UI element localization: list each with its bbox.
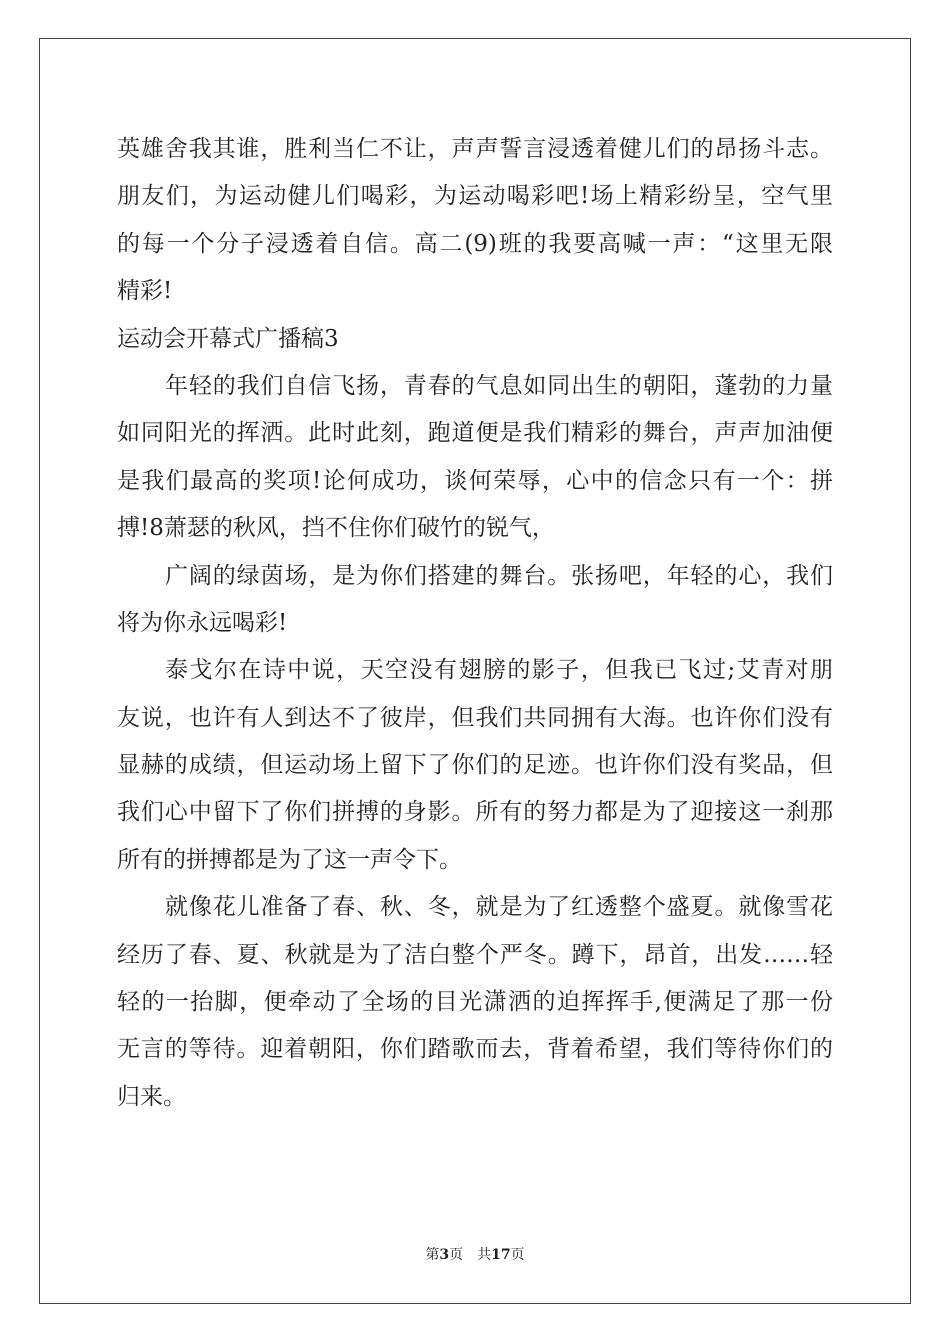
text-line: 广阔的绿茵场，是为你们搭建的舞台。张扬吧，年轻的心，我们 xyxy=(165,562,833,589)
page-footer xyxy=(0,1244,950,1264)
text-line: 将为你永远喝彩! xyxy=(117,609,288,636)
footer-prefix: 第 xyxy=(425,1247,440,1263)
text-line: 是我们最高的奖项!论何成功，谈何荣辱，心中的信念只有一个：拼 xyxy=(117,467,833,494)
footer-page-unit: 页 xyxy=(449,1247,464,1263)
footer-total-prefix: 共 xyxy=(477,1247,492,1263)
text-line: 显赫的成绩，但运动场上留下了你们的足迹。也许你们没有奖品，但 xyxy=(117,752,833,779)
text-line: 经历了春、夏、秋就是为了洁白整个严冬。蹲下，昂首，出发……轻 xyxy=(117,941,833,968)
total-page-count: 17 xyxy=(491,1247,511,1263)
footer-total-unit: 页 xyxy=(510,1247,525,1263)
text-line: 朋友们，为运动健儿们喝彩，为运动喝彩吧!场上精彩纷呈，空气里 xyxy=(117,183,833,210)
text-line: 英雄舍我其谁，胜利当仁不让，声声誓言浸透着健儿们的昂扬斗志。 xyxy=(117,136,833,162)
text-line: 友说，也许有人到达不了彼岸，但我们共同拥有大海。也许你们没有 xyxy=(117,704,833,731)
text-line: 泰戈尔在诗中说，天空没有翅膀的影子，但我已飞过;艾青对朋 xyxy=(165,657,833,684)
text-line: 轻的一抬脚，便牵动了全场的目光潇洒的迫挥挥手,便满足了那一份 xyxy=(117,989,833,1016)
text-line: 无言的等待。迎着朝阳，你们踏歌而去，背着希望，我们等待你们的 xyxy=(117,1036,833,1063)
text-line: 归来。 xyxy=(117,1083,186,1110)
text-line: 搏!8萧瑟的秋风，挡不住你们破竹的锐气， xyxy=(117,515,555,542)
text-line: 如同阳光的挥洒。此时此刻，跑道便是我们精彩的舞台，声声加油便 xyxy=(117,420,833,447)
text-line: 运动会开幕式广播稿3 xyxy=(117,325,339,352)
text-line: 就像花儿准备了春、秋、冬，就是为了红透整个盛夏。就像雪花 xyxy=(165,894,833,921)
text-line: 我们心中留下了你们拼搏的身影。所有的努力都是为了迎接这一刹那 xyxy=(117,799,833,826)
text-line: 年轻的我们自信飞扬，青春的气息如同出生的朝阳，蓬勃的力量 xyxy=(165,372,833,399)
text-line: 所有的拼搏都是为了这一声令下。 xyxy=(117,846,462,873)
text-line: 的每一个分子浸透着自信。高二(9)班的我要高喊一声：“这里无限 xyxy=(117,230,833,257)
text-line: 精彩! xyxy=(117,278,173,305)
current-page-number: 3 xyxy=(439,1247,450,1263)
document-body xyxy=(117,126,833,1121)
